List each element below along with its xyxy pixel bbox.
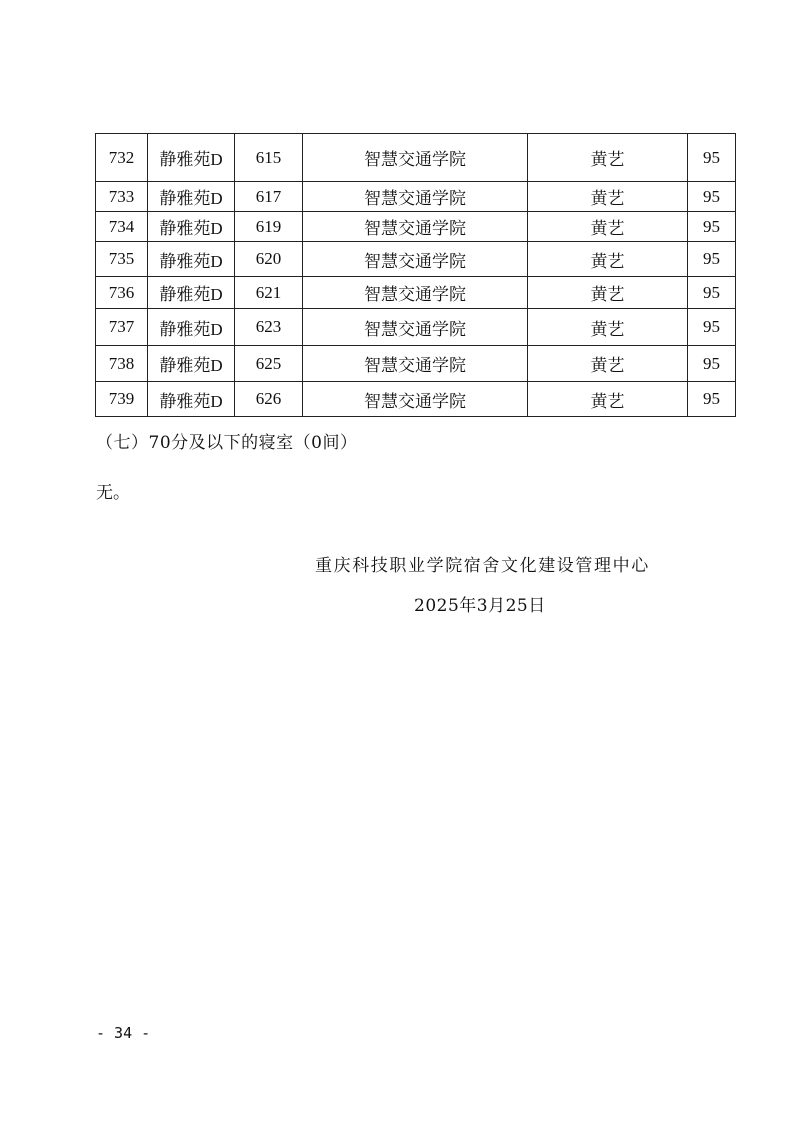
row-number: 739: [96, 382, 148, 417]
score-value: 95: [688, 309, 736, 346]
room-number: 625: [235, 346, 303, 382]
college-name: 智慧交通学院: [303, 382, 528, 417]
inspector-name: 黄艺: [528, 309, 688, 346]
row-number: 733: [96, 182, 148, 212]
inspector-name: 黄艺: [528, 212, 688, 242]
room-number: 619: [235, 212, 303, 242]
row-number: 738: [96, 346, 148, 382]
college-name: 智慧交通学院: [303, 242, 528, 277]
building-name: 静雅苑D: [148, 382, 235, 417]
score-value: 95: [688, 182, 736, 212]
college-name: 智慧交通学院: [303, 277, 528, 309]
section-heading: （七）70分及以下的寝室（0间）: [96, 433, 358, 453]
room-number: 615: [235, 134, 303, 182]
building-name: 静雅苑D: [148, 277, 235, 309]
score-value: 95: [688, 242, 736, 277]
row-number: 735: [96, 242, 148, 277]
college-name: 智慧交通学院: [303, 212, 528, 242]
inspector-name: 黄艺: [528, 134, 688, 182]
building-name: 静雅苑D: [148, 212, 235, 242]
college-name: 智慧交通学院: [303, 346, 528, 382]
building-name: 静雅苑D: [148, 182, 235, 212]
college-name: 智慧交通学院: [303, 134, 528, 182]
inspector-name: 黄艺: [528, 242, 688, 277]
inspector-name: 黄艺: [528, 277, 688, 309]
room-number: 623: [235, 309, 303, 346]
table-row: [96, 182, 736, 212]
building-name: 静雅苑D: [148, 346, 235, 382]
table-row: [96, 242, 736, 277]
table-row: [96, 309, 736, 346]
college-name: 智慧交通学院: [303, 182, 528, 212]
room-number: 621: [235, 277, 303, 309]
inspector-name: 黄艺: [528, 346, 688, 382]
college-name: 智慧交通学院: [303, 309, 528, 346]
row-number: 732: [96, 134, 148, 182]
inspector-name: 黄艺: [528, 382, 688, 417]
score-value: 95: [688, 382, 736, 417]
row-number: 737: [96, 309, 148, 346]
table-row: [96, 212, 736, 242]
score-value: 95: [688, 212, 736, 242]
table-row: [96, 277, 736, 309]
table-row: [96, 346, 736, 382]
building-name: 静雅苑D: [148, 134, 235, 182]
issuing-organization: 重庆科技职业学院宿舍文化建设管理中心: [315, 556, 650, 576]
row-number: 736: [96, 277, 148, 309]
table-row: [96, 134, 736, 182]
score-value: 95: [688, 134, 736, 182]
issue-date: 2025年3月25日: [414, 596, 546, 616]
score-value: 95: [688, 346, 736, 382]
building-name: 静雅苑D: [148, 309, 235, 346]
room-number: 626: [235, 382, 303, 417]
room-number: 620: [235, 242, 303, 277]
room-number: 617: [235, 182, 303, 212]
dormitory-score-table: [95, 133, 736, 417]
none-statement: 无。: [96, 483, 130, 503]
page-number: - 34 -: [96, 1024, 151, 1042]
row-number: 734: [96, 212, 148, 242]
score-value: 95: [688, 277, 736, 309]
building-name: 静雅苑D: [148, 242, 235, 277]
table-row: [96, 382, 736, 417]
inspector-name: 黄艺: [528, 182, 688, 212]
